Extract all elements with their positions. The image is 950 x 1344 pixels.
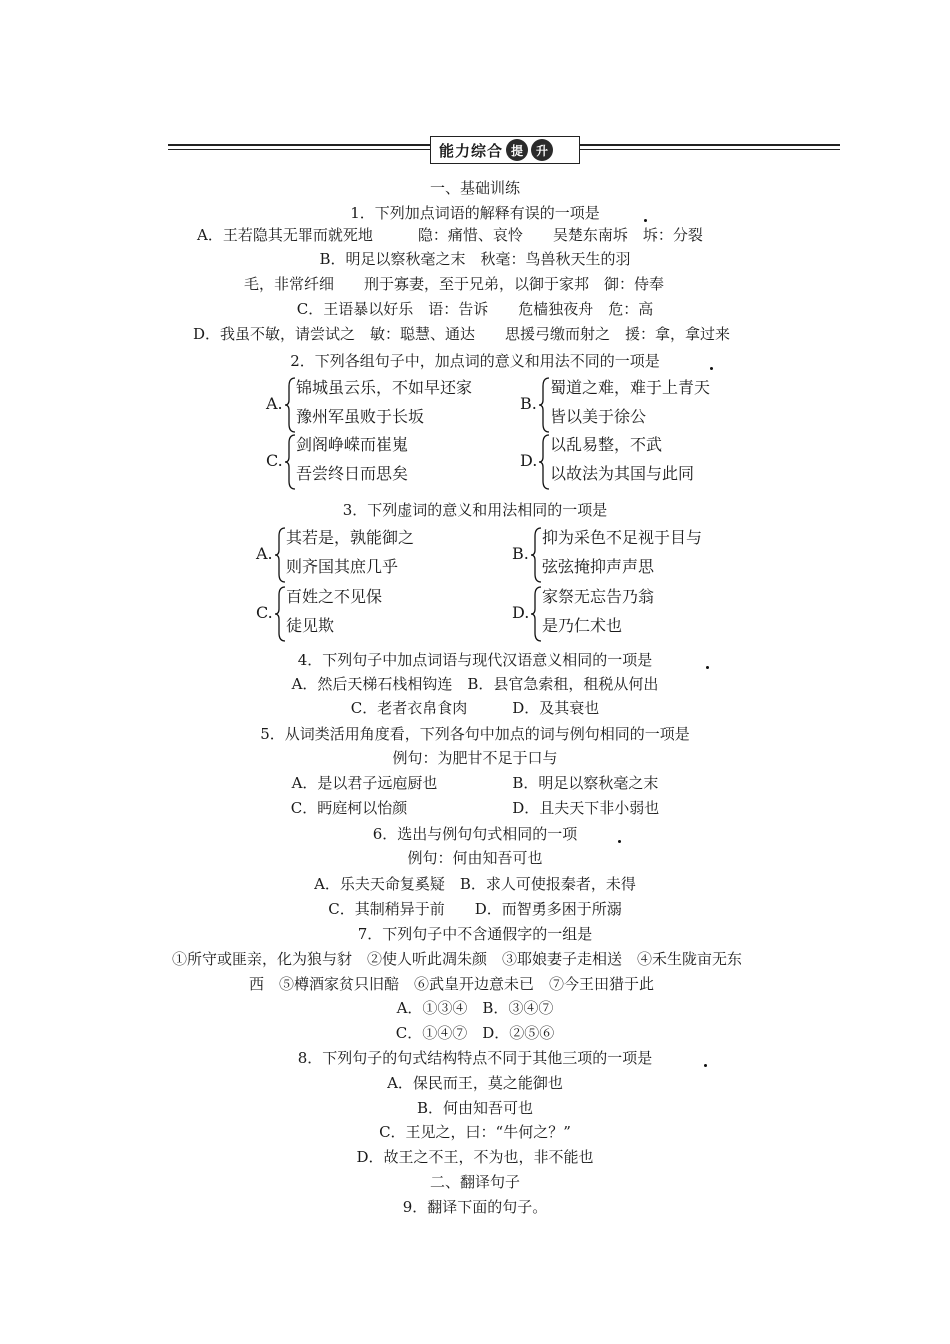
q2-b-line1: 蜀道之难，难于上青天 (550, 378, 711, 397)
q3-a-line2: 则齐国其庶几乎 (286, 557, 399, 576)
q3-option-b[interactable] (512, 526, 762, 584)
q3-d-line1: 家祭无忘告乃翁 (542, 587, 655, 606)
banner-title-box (430, 136, 580, 164)
brace-icon (274, 526, 286, 584)
q7-stem: 7．下列句子中不含通假字的一组是 (357, 925, 593, 943)
q8-stem: 8．下列句子的句式结构特点不同于其他三项的一项是 (297, 1049, 653, 1067)
q2-option-d[interactable] (520, 433, 760, 491)
q3-a-line1: 其若是，孰能御之 (286, 528, 415, 547)
q2-b-line2: 皆以美于徐公 (550, 407, 647, 426)
q4-stem: 4．下列句子中加点词语与现代汉语意义相同的一项是 (297, 651, 653, 669)
q1-option-b: B．明足以察秋毫之末 秋毫：鸟兽秋天生的羽 (319, 250, 631, 268)
q3-c-line1: 百姓之不见保 (286, 587, 383, 606)
brace-icon (538, 376, 550, 434)
brace-icon (284, 433, 296, 491)
q2-d-line2: 以故法为其国与此同 (550, 464, 695, 483)
q3-b-line2: 弦弦掩抑声声思 (542, 557, 655, 576)
option-label: C. (266, 451, 283, 470)
q1-option-b-cont: 毛，非常纤细 刑于寡妻，至于兄弟，以御于家邦 御：侍奉 (244, 275, 665, 293)
emphasis-dot (618, 840, 621, 843)
q8-option-d[interactable]: D．故王之不王，不为也，非不能也 (356, 1148, 594, 1166)
q3-stem: 3．下列虚词的意义和用法相同的一项是 (342, 501, 608, 519)
q1-option-d: D．我虽不敏，请尝试之 敏：聪慧、通达 思援弓缴而射之 援：拿，拿过来 (193, 325, 731, 343)
option-label: A. (256, 544, 273, 563)
q1-option-c: C．王语暴以好乐 语：告诉 危樯独夜舟 危：高 (296, 300, 654, 318)
q7-options-ab[interactable]: A．①③④ B．③④⑦ (396, 999, 554, 1017)
q2-stem: 2．下列各组句子中，加点词的意义和用法不同的一项是 (290, 352, 660, 370)
q3-c-line2: 徒见欺 (286, 616, 335, 635)
option-label: C. (256, 603, 273, 622)
q2-c-line2: 吾尝终日而思矣 (296, 464, 409, 483)
q3-option-a[interactable] (256, 526, 496, 584)
q3-option-c[interactable] (256, 585, 496, 643)
q2-d-line1: 以乱易整，不武 (550, 435, 663, 454)
q2-option-b[interactable] (520, 376, 760, 434)
banner-title: 能力综合 (439, 141, 504, 160)
q5-options-cd[interactable]: C．眄庭柯以怡颜 D．且夫天下非小弱也 (290, 799, 660, 817)
q3-option-d[interactable] (512, 585, 762, 643)
q7-options-cd[interactable]: C．①④⑦ D．②⑤⑥ (395, 1024, 555, 1042)
q4-options-ab[interactable]: A．然后天梯石栈相钩连 B．县官急索租，租税从何出 (291, 675, 659, 693)
option-label: D. (520, 451, 538, 470)
q6-options-ab[interactable]: A．乐夫天命复奚疑 B．求人可使报秦者，未得 (314, 875, 636, 893)
q5-stem: 5．从词类活用角度看，下列各句中加点的词与例句相同的一项是 (260, 725, 690, 743)
brace-icon (530, 526, 542, 584)
emphasis-dot (710, 367, 713, 370)
banner-badge-1: 提 (506, 139, 528, 161)
option-label: B. (512, 544, 529, 563)
option-label: A. (266, 394, 283, 413)
brace-icon (284, 376, 296, 434)
q8-option-c[interactable]: C．王见之，曰：“牛何之？” (379, 1123, 571, 1141)
section-heading-1: 一、基础训练 (429, 179, 520, 197)
banner-badge-2: 升 (531, 139, 553, 161)
brace-icon (530, 585, 542, 643)
q5-example: 例句：为肥甘不足于口与 (392, 749, 558, 767)
q6-example: 例句：何由知吾可也 (407, 849, 543, 867)
q3-d-line2: 是乃仁术也 (542, 616, 623, 635)
q2-c-line1: 剑阁峥嵘而崔嵬 (296, 435, 409, 454)
q7-sentences-line1: ①所守或匪亲，化为狼与豺 ②使人听此凋朱颜 ③耶娘妻子走相送 ④禾生陇亩无东 (172, 950, 743, 968)
emphasis-dot (706, 666, 709, 669)
q5-options-ab[interactable]: A．是以君子远庖厨也 B．明足以察秋毫之末 (291, 774, 659, 792)
q1-option-a: A．王若隐其无罪而就死地 隐：痛惜、哀怜 吴楚东南坼 坼：分裂 (197, 226, 703, 244)
q2-option-a[interactable] (266, 376, 506, 434)
section-heading-2: 二、翻译句子 (429, 1173, 520, 1191)
q1-stem: 1．下列加点词语的解释有误的一项是 (350, 204, 600, 222)
q2-a-line2: 豫州军虽败于长坂 (296, 407, 425, 426)
brace-icon (538, 433, 550, 491)
q9-stem: 9．翻译下面的句子。 (402, 1198, 548, 1216)
q4-options-cd[interactable]: C．老者衣帛食肉 D．及其衰也 (350, 699, 600, 717)
option-label: D. (512, 603, 530, 622)
q8-option-a[interactable]: A．保民而王，莫之能御也 (387, 1074, 563, 1092)
section-banner (168, 136, 840, 164)
option-label: B. (520, 394, 537, 413)
q6-options-cd[interactable]: C．其制稍异于前 D．而智勇多困于所溺 (328, 900, 622, 918)
emphasis-dot (644, 219, 647, 222)
emphasis-dot (704, 1064, 707, 1067)
q6-stem: 6．选出与例句句式相同的一项 (372, 825, 578, 843)
q8-option-b[interactable]: B．何由知吾可也 (416, 1099, 534, 1117)
brace-icon (274, 585, 286, 643)
q2-a-line1: 锦城虽云乐，不如早还家 (296, 378, 473, 397)
q3-b-line1: 抑为采色不足视于目与 (542, 528, 703, 547)
q2-option-c[interactable] (266, 433, 506, 491)
q7-sentences-line2: 西 ⑤樽酒家贫只旧醅 ⑥武皇开边意未已 ⑦今王田猎于此 (249, 975, 655, 993)
